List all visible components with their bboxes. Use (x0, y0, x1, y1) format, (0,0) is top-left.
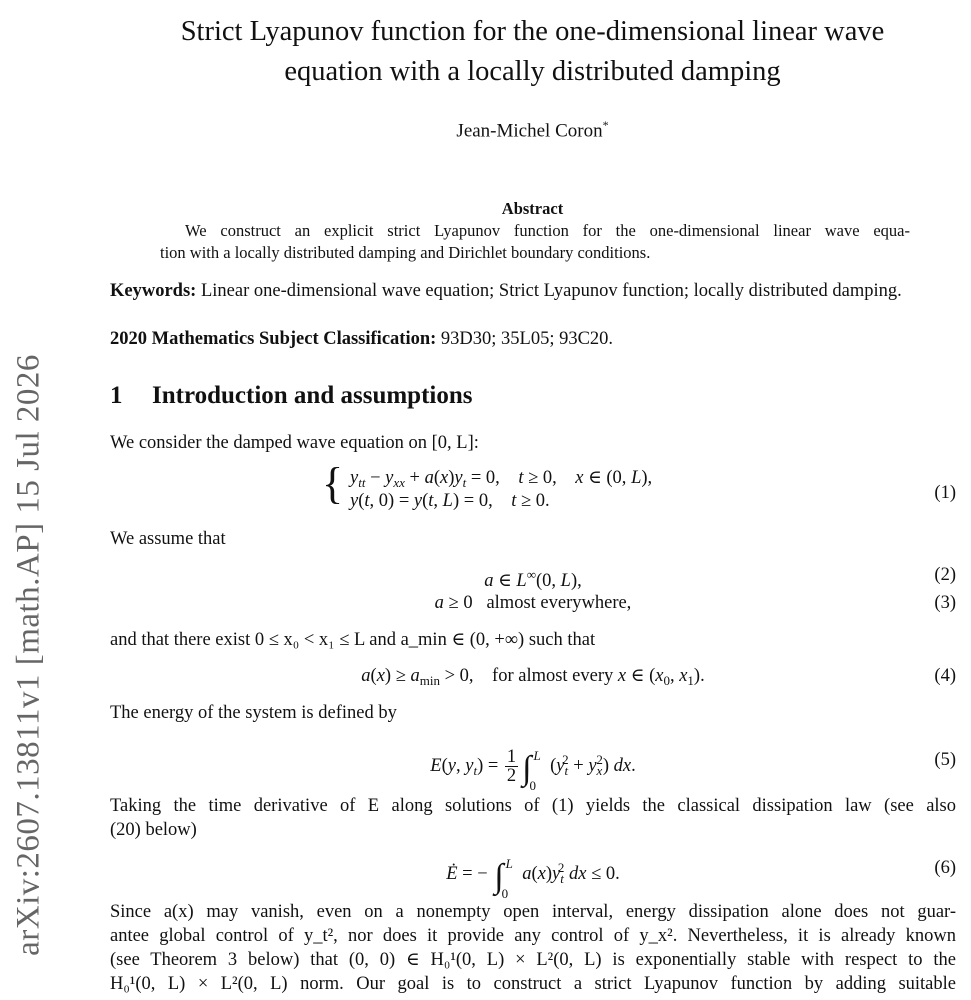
section-heading (110, 382, 472, 410)
author-footnote-mark: * (602, 118, 609, 132)
since-line-1: Since a(x) may vanish, even on a nonempty open interval, energy dissipation alone does not guar- (110, 902, 956, 922)
equation-1-case-2: y(t, 0) = y(t, L) = 0, t ≥ 0. (350, 491, 550, 511)
abstract-line-2: tion with a locally distributed damping and Dirichlet boundary conditions. (160, 243, 651, 262)
keywords-label: Keywords: (110, 281, 197, 301)
equation-5-number: (5) (934, 750, 956, 770)
paragraph-there-exist: and that there exist 0 ≤ x₀ < x₁ ≤ L and a_min ∈ (0, +∞) such that (110, 630, 596, 650)
msc-text: 93D30; 35L05; 93C20. (440, 329, 614, 349)
equation-4-words: for almost every (492, 666, 614, 686)
equation-6-number: (6) (934, 858, 956, 878)
equation-1-brace: { (322, 459, 344, 508)
equation-6-body: Ė = − ∫ L 0 $a(x)y_t^2$ dx ≤ 0. (446, 856, 620, 901)
equation-1-number: (1) (934, 483, 956, 503)
paragraph-assume: We assume that (110, 529, 226, 549)
equation-4-number: (4) (934, 666, 956, 686)
equation-2-body: a ∈ L∞(0, L), (484, 567, 582, 591)
since-line-2: antee global control of y_t², nor does it provide any control of y_x². Nevertheless, it is already known (110, 926, 956, 946)
equation-4-body: $a(x) \ge a_{min} > 0$, for almost every x ∈ ($x_0$, $x_1$). (361, 666, 705, 688)
equation-3-words: almost everywhere, (486, 593, 632, 613)
msc-label: 2020 Mathematics Subject Classification: (110, 329, 437, 349)
author-name: Jean-Michel Coron (456, 120, 603, 142)
equation-2-number: (2) (934, 565, 956, 585)
msc-paragraph (110, 327, 956, 351)
abstract-heading: Abstract (501, 199, 564, 218)
keywords-paragraph (110, 279, 956, 303)
arxiv-side-identifier (0, 320, 58, 990)
paragraph-consider: We consider the damped wave equation on [0, L]: (110, 433, 479, 453)
author-line (110, 118, 955, 142)
since-line-3: (see Theorem 3 below) that (0, 0) ∈ H₀¹(0, L) × L²(0, L) is exponentially stable with respect to the (110, 950, 956, 970)
paragraph-since (110, 900, 956, 996)
paragraph-time-derivative (110, 794, 956, 842)
equation-1-case-1: $y_{tt} - y_{xx} + a(x)y_t = 0$, t ≥ 0, x ∈ (0, L), (350, 468, 653, 490)
title-line-2: equation with a locally distributed damping (284, 56, 781, 87)
equation-5-body: E(y, $y_t$) = $\frac{1}{2}$ ∫ L 0 $(y_t^2 + y_x^2)$ dx. (430, 747, 636, 793)
equation-5 (110, 745, 956, 793)
time-derivative-line-2: (20) below) (110, 820, 197, 840)
arxiv-id-text: arXiv:2607.13811v1 [math.AP] 15 Jul 2026 (10, 354, 47, 956)
title-line-1: Strict Lyapunov function for the one-dimensional linear wave (180, 16, 885, 47)
equation-6 (110, 853, 956, 901)
equation-2 (110, 560, 956, 590)
section-title: Introduction and assumptions (152, 382, 473, 409)
abstract-line-1: We construct an explicit strict Lyapunov function for the one-dimensional linear wave equa- (185, 221, 910, 240)
since-line-4: H₀¹(0, L) × L²(0, L) norm. Our goal is to construct a strict Lyapunov function by adding suitable (110, 974, 956, 994)
equation-1 (110, 478, 956, 508)
equation-3-body: a ≥ 0 almost everywhere, (434, 593, 632, 613)
abstract-body (160, 220, 910, 264)
equation-3 (110, 588, 956, 618)
equation-4 (110, 661, 956, 691)
keywords-text: Linear one-dimensional wave equation; Strict Lyapunov function; locally distributed damping. (200, 281, 902, 301)
time-derivative-line-1: Taking the time derivative of E along solutions of (1) yields the classical dissipation law (see also (110, 796, 956, 816)
paper-title (110, 12, 955, 92)
equation-3-number: (3) (934, 593, 956, 613)
section-number: 1 (110, 382, 123, 409)
paragraph-energy: The energy of the system is defined by (110, 703, 397, 723)
